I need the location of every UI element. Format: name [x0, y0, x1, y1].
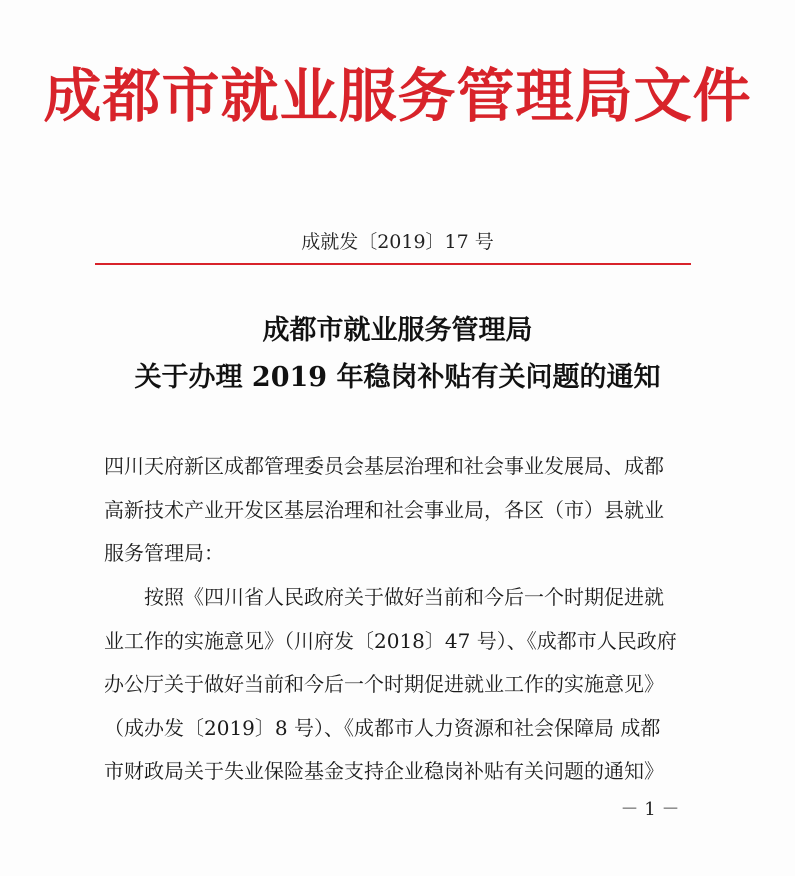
paragraph-line-1: 按照《四川省人民政府关于做好当前和今后一个时期促进就: [104, 585, 664, 609]
paragraph-line-5: 市财政局关于失业保险基金支持企业稳岗补贴有关问题的通知》: [104, 759, 664, 783]
paragraph-line-3: 办公厅关于做好当前和今后一个时期促进就业工作的实施意见》: [104, 672, 664, 696]
page-number: － 1 －: [620, 799, 680, 820]
recipient-line-1: 四川天府新区成都管理委员会基层治理和社会事业发展局、成都: [104, 454, 664, 478]
recipient-line-2: 高新技术产业开发区基层治理和社会事业局，各区（市）县就业: [104, 498, 664, 522]
recipient-line-3: 服务管理局：: [104, 541, 224, 565]
red-divider-line: [95, 263, 691, 265]
paragraph-line-2: 业工作的实施意见》（川府发〔2018〕47 号）、《成都市人民政府: [104, 629, 677, 653]
paragraph-line-4: （成办发〔2019〕8 号）、《成都市人力资源和社会保障局 成都: [104, 716, 661, 740]
document-number: 成就发〔2019〕17 号: [301, 231, 494, 253]
issuer-heading: 成都市就业服务管理局文件: [43, 62, 752, 130]
notice-title-line-1: 成都市就业服务管理局: [262, 315, 533, 346]
notice-title-line-2: 关于办理 2019 年稳岗补贴有关问题的通知: [134, 362, 661, 393]
